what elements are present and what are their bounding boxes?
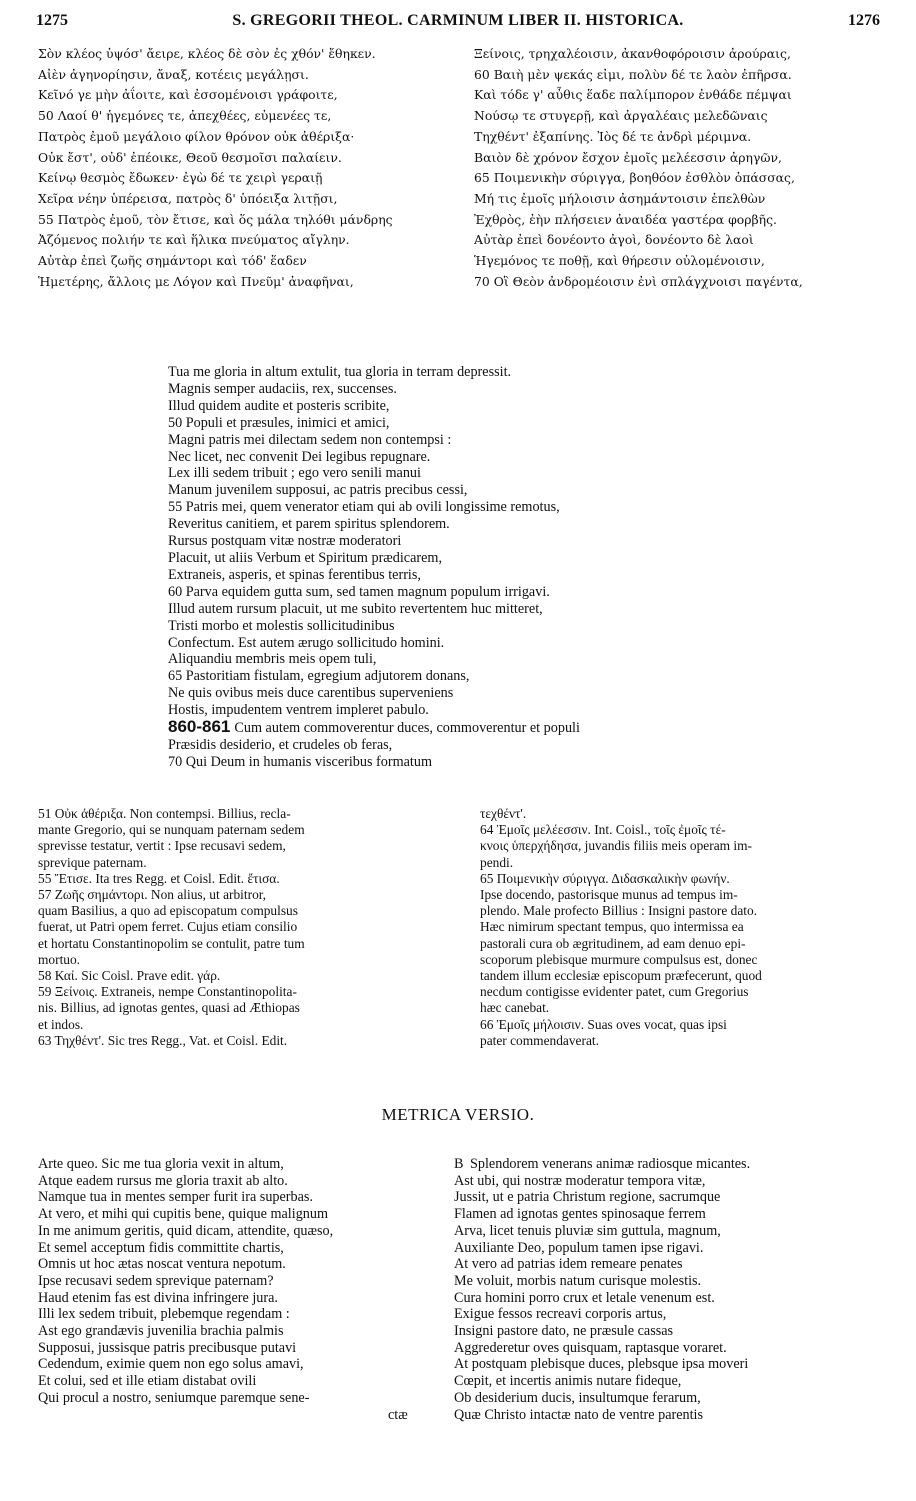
text-line: Καὶ τόδε γ' αὖθις ἕαδε παλίμπορον ἐνθάδε πέμψαι	[474, 87, 792, 103]
text-line: 65 Pastoritiam fistulam, egregium adjutorem donans,	[168, 668, 470, 685]
text-line	[454, 1156, 884, 1173]
text-line: τεχθέντ'.	[480, 806, 527, 821]
running-title: S. GREGORII THEOL. CARMINUM LIBER II. HISTORICA.	[232, 12, 684, 29]
text-line: 70 Οἳ Θεὸν ἀνδρομέοισιν ἐνὶ σπλάγχνοισι παγέντα,	[474, 273, 803, 289]
text-line: Omnis ut hoc ætas noscat ventura nepotum.	[38, 1256, 286, 1273]
text-line: Arva, licet tenuis pluviæ sim guttula, magnum,	[454, 1222, 721, 1239]
page-number-right: 1276	[848, 12, 880, 29]
text-line: Exigue fessos recreavi corporis artus,	[454, 1306, 667, 1323]
text-line: 50 Populi et præsules, inimici et amici,	[168, 414, 390, 431]
text-line: Me voluit, morbis natum curisque molestis.	[454, 1272, 702, 1289]
text-line: Σὸν κλέος ὑψόσ' ἄειρε, κλέος δὲ σὸν ἐς χθόν' ἔθηκεν.	[38, 46, 376, 61]
text-line: Præsidis desiderio, et crudeles ob feras,	[168, 736, 393, 753]
text-line: mortuo.	[38, 951, 81, 967]
text-line: Nec licet, nec convenit Dei legibus repugnare.	[168, 448, 431, 465]
text-line: Ipse recusavi sedem sprevique paternam?	[38, 1272, 274, 1289]
greek-text-right-column	[474, 44, 894, 292]
text-line: Ἀζόμενος πολιήν τε καὶ ἥλικα πνεύματος αἴγλην.	[38, 232, 350, 248]
text-line: Flamen ad ignotas gentes spinosaque ferrem	[454, 1206, 706, 1223]
text-line: Cœpit, et incertis animis nutare fideque,	[454, 1373, 682, 1390]
text-line: Αὐτὰρ ἐπεὶ δονέοντο ἀγοὶ, δονέοντο δὲ λαοὶ	[474, 232, 754, 248]
text-line: Χεῖρα νέην ὑπέρεισα, πατρὸς δ' ὑπόειξα λιτῇσι,	[38, 190, 338, 206]
text-line: 51 Οὐκ ἀθέριξα. Non contempsi. Billius, recla-	[38, 806, 291, 821]
marked-line-text: Cum autem commoverentur duces, commoverentur et populi	[234, 720, 580, 737]
text-line: Ἡγεμόνος τε ποθῇ, καὶ θήρεσιν οὐλομένοισιν,	[474, 253, 765, 269]
text-line: Αὐτὰρ ἐπεὶ ζωῆς σημάντορι καὶ τόδ' ἕαδεν	[38, 253, 307, 269]
text-line: Et semel acceptum fidis committite chartis,	[38, 1239, 284, 1256]
text-line: 66 Ἐμοῖς μήλοισιν. Suas oves vocat, quas ipsi	[480, 1016, 727, 1032]
text-line: Αἰὲν ἀγηνορίησιν, ἄναξ, κοτέεις μεγάλῃσι.	[38, 66, 309, 82]
text-line: Ob desiderium ducis, insultumque ferarum,	[454, 1389, 701, 1406]
text-line: κνοις ὑπερχήδησα, juvandis filiis meis operam im-	[480, 838, 752, 854]
text-line: Extraneis, asperis, et spinas ferentibus terris,	[168, 566, 421, 583]
text-line: Βαιὸν δὲ χρόνον ἔσχον ἐμοῖς μελέεσσιν ἀρηγῶν,	[474, 149, 782, 165]
text-line: Qui procul a nostro, seniumque paremque sene-	[38, 1389, 310, 1406]
text-line: 60 Βαιὴ μὲν ψεκάς εἰμι, πολὺν δέ τε λαὸν ἐπῆρσα.	[474, 66, 792, 82]
text-line: At vero ad patrias idem remeare penates	[454, 1256, 683, 1273]
text-line: Ἐχθρὸς, ἐὴν πλήσειεν ἀναιδέα γαστέρα φορβῆς.	[474, 211, 777, 227]
text-line: Κείνῳ θεσμὸς ἔδωκεν· ἐγὼ δέ τε χειρὶ γεραιῇ	[38, 170, 323, 186]
text-line: Hæc nimirum spectant tempus, quo intermissa ea	[480, 919, 744, 935]
text-line: Lex illi sedem tribuit ; ego vero senili manui	[168, 465, 421, 482]
text-line: Μή τις ἐμοῖς μήλοισιν ἀσημάντοισιν ἐπελθὼν	[474, 190, 766, 206]
text-line: scoporum plebisque murmure compulsus est, donec	[480, 951, 758, 967]
text-line: Atque eadem rursus me gloria traxit ab alto.	[38, 1172, 288, 1189]
text-line: 70 Qui Deum in humanis visceribus formatum	[168, 753, 433, 770]
text-line: 63 Τηχθέντ'. Sic tres Regg., Vat. et Coisl. Edit.	[38, 1032, 288, 1048]
metrical-version-left-column	[38, 1156, 450, 1423]
latin-prose-translation	[168, 364, 728, 771]
text-line: Supposui, jussisque patris precibusque putavi	[38, 1339, 297, 1356]
text-line: Πατρὸς ἐμοῦ μεγάλοιο φίλον θρόνον οὐκ ἀθέριξα·	[38, 128, 355, 144]
metrical-version-right-column	[454, 1156, 884, 1423]
text-line: Κεῖνό γε μὴν ἀΐοιτε, καὶ ἐσσομένοισι γράφοιτε,	[38, 87, 338, 103]
text-line: Aggrederetur oves quisquam, raptasque voraret.	[454, 1339, 727, 1356]
text-line: plendo. Male profecto Billius : Insigni pastore dato.	[480, 903, 758, 919]
text-line: tandem illum ecclesiæ episcopum præfecerunt, quod	[480, 968, 762, 984]
text-line: 55 Ἔτισε. Ita tres Regg. et Coisl. Edit. ἔτισα.	[38, 870, 280, 886]
text-line: 65 Ποιμενικὴν σύριγγα, βοηθόον ἐσθλὸν ὀπάσσας,	[474, 170, 795, 186]
text-line: Οὐκ ἔστ', οὐδ' ἐπέοικε, Θεοῦ θεσμοῖσι παλαίειν.	[38, 149, 342, 165]
text-line: Ast ubi, qui nostræ moderatur tempora vitæ,	[454, 1172, 706, 1189]
text-line: 60 Parva equidem gutta sum, sed tamen magnum populum irrigavi.	[168, 583, 550, 600]
text-line: pastorali cura ob ægritudinem, ad eam denuo epi-	[480, 935, 746, 951]
text-line: pater commendaverat.	[480, 1032, 599, 1048]
text-line: Νούσῳ τε στυγερῇ, καὶ ἀργαλέαις μελεδῶναις	[474, 108, 768, 124]
text-line: Magnis semper audaciis, rex, succenses.	[168, 380, 397, 397]
marked-line	[168, 719, 728, 737]
text-line: Placuit, ut aliis Verbum et Spiritum prædicarem,	[168, 549, 442, 566]
text-line: Τηχθέντ' ἐξαπίνης. Ἰὸς δέ τε ἀνδρὶ μέριμνα.	[474, 128, 752, 144]
text-line: mante Gregorio, qui se nunquam paternam sedem	[38, 822, 305, 838]
text-line: Namque tua in mentes semper furit ira superbas.	[38, 1189, 313, 1206]
text-line: Ἡμετέρης, ἄλλοις με Λόγον καὶ Πνεῦμ' ἀναφῆναι,	[38, 273, 354, 289]
text-line: Tua me gloria in altum extulit, tua gloria in terram depressit.	[168, 364, 512, 380]
text-line: 50 Λαοί θ' ἡγεμόνες τε, ἀπεχθέες, εὐμενέες τε,	[38, 108, 332, 124]
text-line: Rursus postquam vitæ nostræ moderatori	[168, 533, 402, 550]
text-line: Jussit, ut e patria Christum regione, sacrumque	[454, 1189, 721, 1206]
text-line: Auxiliante Deo, populum tamen ipse rigavi.	[454, 1239, 704, 1256]
text-line: Arte queo. Sic me tua gloria vexit in altum,	[38, 1156, 284, 1172]
text-line: Et colui, sed et ille etiam distabat ovili	[38, 1373, 257, 1390]
hyphenation-continuation: ctæ	[388, 1406, 408, 1423]
text-line: Cedendum, eximie quem non ego solus amavi,	[38, 1356, 304, 1373]
text-line: 55 Patris mei, quem venerator etiam qui ab ovili longissime remotus,	[168, 499, 560, 516]
text-line: Haud etenim fas est divina infringere jura.	[38, 1289, 278, 1306]
footnotes-right-column	[480, 806, 882, 1049]
column-marker: B	[454, 1156, 464, 1172]
column-marker: 860-861	[168, 717, 231, 737]
text-line: hæc canebat.	[480, 1000, 550, 1016]
text-line: Insigni pastore dato, ne præsule cassas	[454, 1323, 674, 1340]
text-line: nis. Billius, ad ignotas gentes, quasi ad Æthiopas	[38, 1000, 300, 1016]
text-line: Ast ego grandævis juvenilia brachia palmis	[38, 1323, 284, 1340]
text-line: 65 Ποιμενικὴν σύριγγα. Διδασκαλικὴν φωνήν.	[480, 870, 730, 886]
text-line: Illud quidem audite et posteris scribite,	[168, 397, 390, 414]
text-line: Hostis, impudentem ventrem impleret pabulo.	[168, 702, 429, 719]
text-line: pendi.	[480, 854, 514, 870]
text-line: Ξείνοις, τρηχαλέοισιν, ἀκανθοφόροισιν ἀρούραις,	[474, 46, 791, 61]
text-line-content: Splendorem venerans animæ radiosque micantes.	[470, 1156, 751, 1172]
page-header	[36, 12, 880, 34]
text-line: Quæ Christo intactæ nato de ventre parentis	[454, 1406, 704, 1423]
text-line: Tristi morbo et molestis sollicitudinibus	[168, 617, 395, 634]
text-line: Aliquandiu membris meis opem tuli,	[168, 651, 377, 668]
text-line: 55 Πατρὸς ἐμοῦ, τὸν ἔτισε, καὶ ὅς μάλα τηλόθι μάνδρης	[38, 211, 393, 227]
text-line: 57 Ζωῆς σημάντορι. Non alius, ut arbitror,	[38, 887, 267, 903]
text-line: Magni patris mei dilectam sedem non contempsi :	[168, 431, 452, 448]
page-number-left: 1275	[36, 12, 68, 29]
text-line: Illud autem rursum placuit, ut me subito revertentem huc mitteret,	[168, 600, 543, 617]
section-title: METRICA VERSIO.	[381, 1105, 535, 1124]
text-line: sprevisse testatur, vertit : Ipse recusavi sedem,	[38, 838, 286, 854]
text-line: At postquam plebisque duces, plebsque ipsa moveri	[454, 1356, 749, 1373]
text-line: fuerat, ut Patri opem ferret. Cujus etiam consilio	[38, 919, 298, 935]
text-line: Manum juvenilem supposui, ac patris precibus cessi,	[168, 482, 468, 499]
text-line: quam Basilius, a quo ad episcopatum compulsus	[38, 903, 298, 919]
text-line: 64 Ἐμοῖς μελέεσσιν. Int. Coisl., τοῖς ἐμοῖς τέ-	[480, 822, 726, 838]
footnotes-left-column	[38, 806, 450, 1049]
text-line: In me animum geritis, quid dicam, attendite, quæso,	[38, 1222, 334, 1239]
greek-text-left-column	[38, 44, 458, 292]
text-line: Ne quis ovibus meis duce carentibus superveniens	[168, 685, 454, 702]
text-line: 58 Καί. Sic Coisl. Prave edit. γάρ.	[38, 968, 221, 984]
text-line: Ipse docendo, pastorisque munus ad tempus im-	[480, 887, 738, 903]
text-line: et indos.	[38, 1016, 84, 1032]
text-line: Cura homini porro crux et letale venenum est.	[454, 1289, 715, 1306]
text-line: Reveritus canitiem, et parem spiritus splendorem.	[168, 516, 450, 533]
text-line: necdum contigisse evidenter patet, cum Gregorius	[480, 984, 749, 1000]
text-line: Illi lex sedem tribuit, plebemque regendam :	[38, 1306, 290, 1323]
text-line: et hortatu Constantinopolim se contulit, patre tum	[38, 935, 305, 951]
text-line: sprevique paternam.	[38, 854, 147, 870]
text-line: 59 Ξείνοις. Extraneis, nempe Constantinopolita-	[38, 984, 297, 1000]
text-line: Confectum. Est autem ærugo sollicitudo homini.	[168, 634, 445, 651]
text-line: At vero, et mihi qui cupitis bene, quique malignum	[38, 1206, 329, 1223]
